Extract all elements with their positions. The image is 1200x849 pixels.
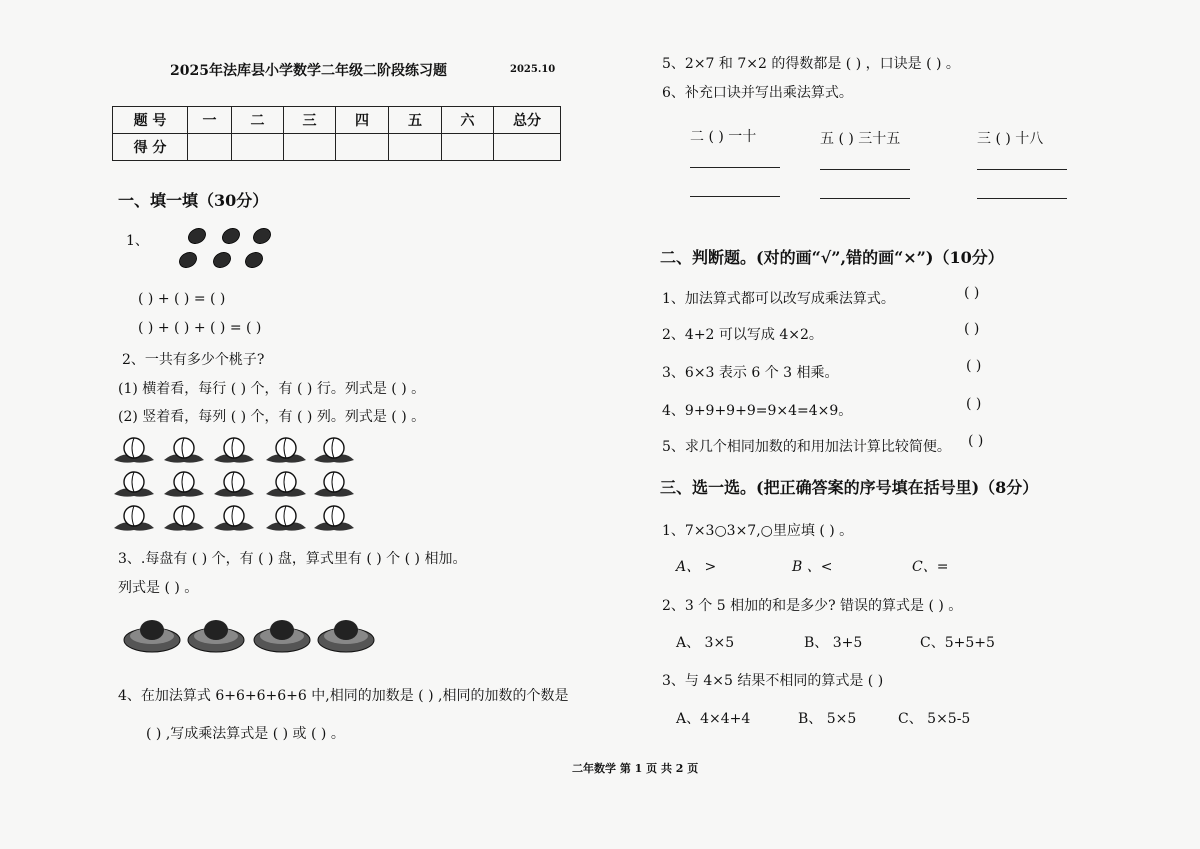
table-cell: 得 分 xyxy=(113,134,188,161)
table-cell: 六 xyxy=(442,107,494,134)
judge-bracket-1[interactable]: ( ) xyxy=(964,285,980,301)
answer-line[interactable] xyxy=(977,169,1067,170)
judge-item-5: 5、求几个相同加数的和用加法计算比较简便。 xyxy=(662,439,951,455)
choice-q2-option-c[interactable]: C、5+5+5 xyxy=(920,635,995,651)
q5-text: 5、2×7 和 7×2 的得数都是 ( ) ，口诀是 ( ) 。 xyxy=(662,56,960,72)
q3-a-text: 3、.每盘有 ( ) 个，有 ( ) 盘，算式里有 ( ) 个 ( ) 相加。 xyxy=(118,551,467,567)
table-cell: 二 xyxy=(232,107,284,134)
choice-q2-option-b[interactable]: B、 3+5 xyxy=(804,635,863,651)
judge-bracket-4[interactable]: ( ) xyxy=(966,396,982,412)
score-cell[interactable] xyxy=(232,134,284,161)
table-cell: 五 xyxy=(389,107,442,134)
answer-line[interactable] xyxy=(690,196,780,197)
choice-q3-option-a[interactable]: A、4×4+4 xyxy=(676,711,751,727)
judge-bracket-5[interactable]: ( ) xyxy=(968,433,984,449)
score-cell[interactable] xyxy=(442,134,494,161)
q1-label: 1、 xyxy=(126,233,149,249)
answer-line[interactable] xyxy=(977,198,1067,199)
choice-q1-option-c[interactable]: C、= xyxy=(912,559,949,575)
judge-bracket-3[interactable]: ( ) xyxy=(966,358,982,374)
q2-text: 2、一共有多少个桃子? xyxy=(122,352,265,368)
table-cell: 四 xyxy=(336,107,389,134)
table-cell: 总分 xyxy=(494,107,561,134)
page-title: 2025年法库县小学数学二年级二阶段练习题 xyxy=(170,63,447,79)
table-row xyxy=(113,107,561,134)
choice-q3: 3、与 4×5 结果不相同的算式是 ( ) xyxy=(662,673,884,689)
choice-q1: 1、7×3○3×7,○里应填 ( ) 。 xyxy=(662,523,854,539)
table-cell: 三 xyxy=(284,107,336,134)
answer-line[interactable] xyxy=(690,167,780,168)
q4-b-text: ( ) ,写成乘法算式是 ( ) 或 ( ) 。 xyxy=(146,726,345,742)
q4-a-text: 4、在加法算式 6+6+6+6+6 中,相同的加数是 ( ) ,相同的加数的个数是 xyxy=(118,688,569,704)
exam-date: 2025.10 xyxy=(510,64,556,75)
q3-b-text: 列式是 ( ) 。 xyxy=(118,580,199,596)
judge-item-2: 2、4+2 可以写成 4×2。 xyxy=(662,327,823,343)
q2-a-text: (1) 横着看，每行 ( ) 个，有 ( ) 行。列式是 ( ) 。 xyxy=(118,381,426,397)
plates-picture xyxy=(124,614,384,656)
judge-item-1: 1、加法算式都可以改写成乘法算式。 xyxy=(662,291,895,307)
q6-item-1: 二 ( ) 一十 xyxy=(690,129,757,145)
answer-line[interactable] xyxy=(820,169,910,170)
score-cell[interactable] xyxy=(389,134,442,161)
choice-q2-option-a[interactable]: A、 3×5 xyxy=(676,635,735,651)
choice-q2: 2、3 个 5 相加的和是多少? 错误的算式是 ( ) 。 xyxy=(662,598,963,614)
q1-line2: ( ) + ( ) + ( ) = ( ) xyxy=(138,320,262,336)
peaches-picture xyxy=(112,434,362,540)
judge-bracket-2[interactable]: ( ) xyxy=(964,321,980,337)
choice-q1-option-b[interactable]: B 、< xyxy=(792,559,833,575)
section1-heading: 一、填一填（30分） xyxy=(118,191,269,210)
section2-heading: 二、判断题。(对的画“√”,错的画“×”)（10分） xyxy=(660,248,1004,267)
section3-heading: 三、选一选。(把正确答案的序号填在括号里)（8分） xyxy=(660,478,1039,497)
table-row xyxy=(113,134,561,161)
seeds-picture xyxy=(176,224,276,274)
score-cell[interactable] xyxy=(336,134,389,161)
judge-item-4: 4、9+9+9+9=9×4=4×9。 xyxy=(662,403,853,419)
table-cell: 题 号 xyxy=(113,107,188,134)
score-cell[interactable] xyxy=(494,134,561,161)
score-cell[interactable] xyxy=(284,134,336,161)
q6-item-3: 三 ( ) 十八 xyxy=(977,131,1044,147)
q6-text: 6、补充口诀并写出乘法算式。 xyxy=(662,85,853,101)
judge-item-3: 3、6×3 表示 6 个 3 相乘。 xyxy=(662,365,839,381)
table-cell: 一 xyxy=(188,107,232,134)
choice-q1-option-a[interactable]: A、 > xyxy=(676,559,717,575)
choice-q3-option-b[interactable]: B、 5×5 xyxy=(798,711,857,727)
q2-b-text: (2) 竖着看，每列 ( ) 个，有 ( ) 列。列式是 ( ) 。 xyxy=(118,409,426,425)
q6-item-2: 五 ( ) 三十五 xyxy=(820,131,901,147)
score-cell[interactable] xyxy=(188,134,232,161)
answer-line[interactable] xyxy=(820,198,910,199)
q1-line1: ( ) + ( ) = ( ) xyxy=(138,291,226,307)
page-footer: 二年数学 第 1 页 共 2 页 xyxy=(572,762,699,775)
choice-q3-option-c[interactable]: C、 5×5-5 xyxy=(898,711,971,727)
score-table xyxy=(112,106,561,161)
